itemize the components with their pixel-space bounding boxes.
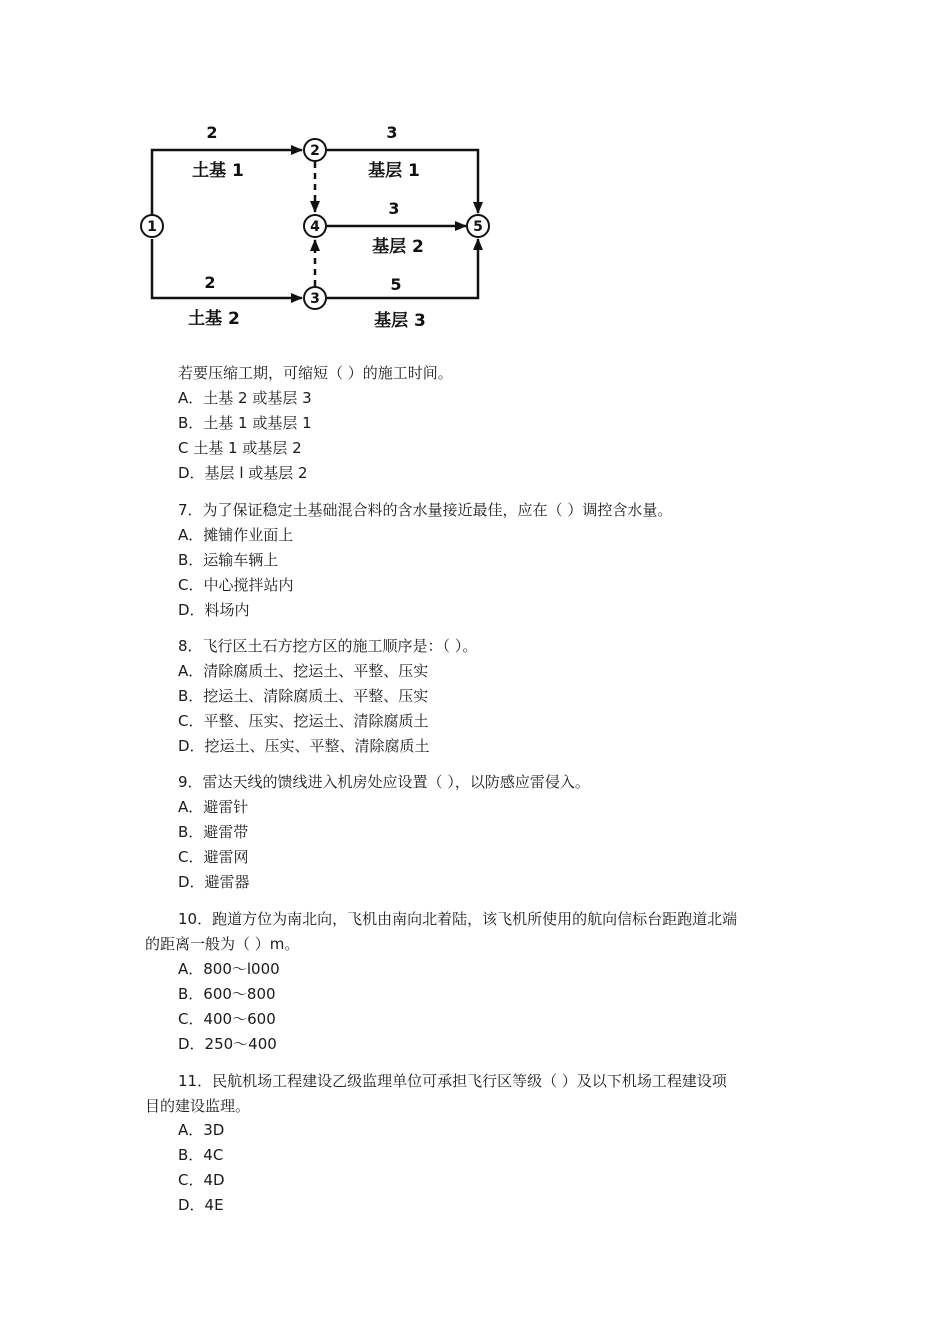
svg-text:2: 2 (310, 143, 320, 159)
edge-2-5 (327, 150, 478, 213)
q6-option-d: D．基层 l 或基层 2 (178, 464, 308, 482)
edge-1-3 (152, 239, 302, 298)
q9-stem: 9．雷达天线的馈线进入机房处应设置（ ），以防感应雷侵入。 (178, 773, 590, 791)
q6-option-b: B．土基 1 或基层 1 (178, 414, 312, 432)
q11-option-d: D．4E (178, 1196, 224, 1214)
q10-stem-line2: 的距离一般为（ ）m。 (145, 935, 300, 953)
q6-option-c: C 土基 1 或基层 2 (178, 439, 302, 457)
node-2 (304, 139, 326, 161)
edge-2-5-label: 基层 1 (368, 161, 420, 181)
q9-option-b: B．避雷带 (178, 823, 249, 841)
svg-text:3: 3 (310, 291, 320, 307)
edge-1-3-label: 土基 2 (188, 309, 240, 329)
q7-option-c: C．中心搅拌站内 (178, 576, 294, 594)
q9-option-a: A．避雷针 (178, 798, 249, 816)
q7-option-b: B．运输车辆上 (178, 551, 279, 569)
q8-option-b: B．挖运土、清除腐质土、平整、压实 (178, 687, 429, 705)
q7-option-a: A．摊铺作业面上 (178, 526, 294, 544)
edge-1-2-label: 土基 1 (192, 161, 244, 181)
edge-2-5-duration: 3 (386, 123, 398, 142)
q11-stem-line1: 11．民航机场工程建设乙级监理单位可承担飞行区等级（ ）及以下机场工程建设项 (178, 1072, 727, 1090)
q9-option-c: C．避雷网 (178, 848, 249, 866)
q10-option-a: A．800～l000 (178, 960, 280, 978)
q11-option-b: B．4C (178, 1146, 224, 1164)
q10-option-d: D．250～400 (178, 1035, 277, 1053)
edge-1-2 (152, 150, 302, 214)
q10-stem-line1: 10．跑道方位为南北向，飞机由南向北着陆，该飞机所使用的航向信标台距跑道北端 (178, 910, 738, 928)
q10-option-b: B．600～800 (178, 985, 276, 1003)
edge-1-3-duration: 2 (204, 273, 216, 292)
svg-text:4: 4 (310, 219, 320, 235)
edge-3-5-label: 基层 3 (374, 311, 426, 331)
edge-4-5-label: 基层 2 (372, 237, 424, 257)
q8-option-d: D．挖运土、压实、平整、清除腐质土 (178, 737, 430, 755)
q6-option-a: A．土基 2 或基层 3 (178, 389, 312, 407)
edge-1-2-duration: 2 (206, 123, 218, 142)
node-1 (141, 215, 163, 237)
q6-stem: 若要压缩工期，可缩短（ ）的施工时间。 (178, 364, 453, 382)
q7-option-d: D．料场内 (178, 601, 250, 619)
q10-option-c: C．400～600 (178, 1010, 276, 1028)
node-4 (304, 215, 326, 237)
node-3 (304, 287, 326, 309)
node-5 (467, 215, 489, 237)
q7-stem: 7．为了保证稳定土基础混合料的含水量接近最佳，应在（ ）调控含水量。 (178, 501, 673, 519)
svg-text:1: 1 (147, 219, 157, 235)
q11-stem-line2: 目的建设监理。 (145, 1097, 251, 1115)
q8-option-a: A．清除腐质土、挖运土、平整、压实 (178, 662, 429, 680)
edge-3-5-duration: 5 (390, 275, 402, 294)
q11-option-c: C．4D (178, 1171, 225, 1189)
edge-4-5-duration: 3 (388, 199, 400, 218)
q8-option-c: C．平整、压实、挖运土、清除腐质土 (178, 712, 429, 730)
q9-option-d: D．避雷器 (178, 873, 250, 891)
svg-text:5: 5 (473, 219, 483, 235)
q11-option-a: A．3D (178, 1121, 225, 1139)
q8-stem: 8．飞行区土石方挖方区的施工顺序是：（ ）。 (178, 637, 478, 655)
network-diagram (130, 112, 510, 342)
